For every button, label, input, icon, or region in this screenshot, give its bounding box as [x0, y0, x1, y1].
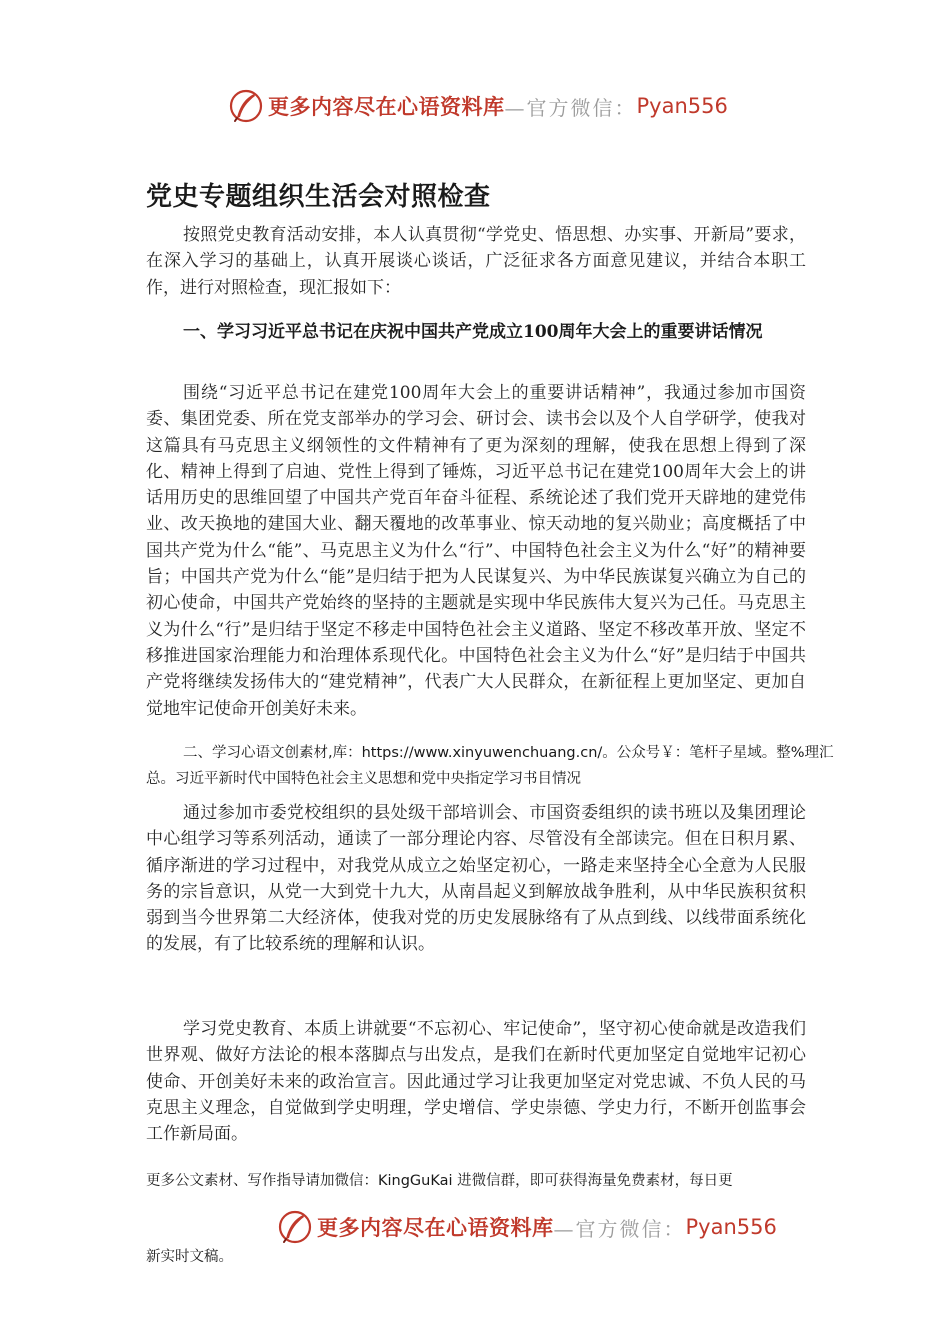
intro-paragraph: 按照党史教育活动安排，本人认真贯彻“学党史、悟思想、办实事、开新局”要求，在深入学习的基础上，认真开展谈心谈话，广泛征求各方面意见建议，并结合本职工作，进行对照检查，现汇报如下： [146, 225, 806, 298]
quill-logo-icon [277, 1209, 313, 1245]
quill-logo-icon [228, 88, 264, 124]
banner-red-text: 更多内容尽在心语资料库 [317, 1215, 554, 1240]
section1-body: 围绕“习近平总书记在建党100周年大会上的重要讲话精神”，我通过参加市国资委、集团党委、所在党支部举办的学习会、研讨会、读书会以及个人自学研学，使我对这篇具有马克思主义纲领性的文件精神有了更为深刻的理解，使我在思想上得到了深化、精神上得到了启迪、党性上得到了锤炼，习近平总书记在建党100周年大会上的讲话用历史的思维回望了中国共产党百年奋斗征程、系统论述了我们党开天辟地的建党伟业、改天换地的建国大业、翻天覆地的改革事业、惊天动地的复兴勋业；高度概括了中国共产党为什么“能”、马克思主义为什么“行”、中国特色社会主义为什么“好”的精神要旨；中国共产党为什么“能”是归结于把为人民谋复兴、为中华民族谋复兴确立为自己的初心使命，中国共产党始终的坚持的主题就是实现中华民族伟大复兴为己任。马克思主义为什么“行”是归结于坚定不移走中国特色社会主义道路、坚定不移改革开放、坚定不移推进国家治理能力和治理体系现代化。中国特色社会主义为什么“好”是归结于中国共产党将继续发扬伟大的“建党精神”，代表广大人民群众，在新征程上更加坚定、更加自觉地牢记使命开创美好未来。 [146, 383, 806, 719]
section1-heading: 一、学习习近平总书记在庆祝中国共产党成立100周年大会上的重要讲话情况 [183, 322, 763, 342]
section2-body-1: 通过参加市委党校组织的县处级干部培训会、市国资委组织的读书班以及集团理论中心组学习等系列活动，通读了一部分理论内容、尽管没有全部读完。但在日积月累、循序渐进的学习过程中，对我党从成立之始坚定初心，一路走来坚持全心全意为人民服务的宗旨意识，从党一大到党十九大，从南昌起义到解放战争胜利，从中华民族积贫积弱到当今世界第二大经济体，使我对党的历史发展脉络有了从点到线、以线带面系统化的发展，有了比较系统的理解和认识。 [146, 803, 806, 955]
banner-red-text: 更多内容尽在心语资料库 [268, 94, 505, 119]
document-title: 党史专题组织生活会对照检查 [146, 182, 491, 212]
section2-body-2: 学习党史教育、本质上讲就要“不忘初心、牢记使命”，坚守初心使命就是改造我们世界观、做好方法论的根本落脚点与出发点，是我们在新时代更加坚定自觉地牢记初心使命、开创美好未来的政治宣言。因此通过学习让我更加坚定对党忠诚、不负人民的马克思主义理念，自觉做到学史明理，学史增信、学史崇德、学史力行，不断开创监事会工作新局面。 [146, 1019, 806, 1145]
footer-promo-line2: 新实时文稿。 [146, 1249, 233, 1265]
section2-heading: 二、学习心语文创素材,库：https://www.xinyuwenchuang.cn/。公众号￥：笔杆子星域。整%理汇总。习近平新时代中国特色社会主义思想和党中央指定学习书目情况 [146, 745, 834, 787]
footer-banner [277, 1207, 777, 1247]
banner-wechat-id: Pyan556 [636, 94, 728, 118]
header-banner [228, 86, 728, 126]
banner-grey-text: —官方微信： [504, 95, 637, 120]
footer-promo-line1: 更多公文素材、写作指导请加微信：KingGuKai 进微信群，即可获得海量免费素材，每日更 [146, 1173, 733, 1189]
banner-grey-text: —官方微信： [553, 1216, 686, 1241]
banner-wechat-id: Pyan556 [685, 1215, 777, 1239]
